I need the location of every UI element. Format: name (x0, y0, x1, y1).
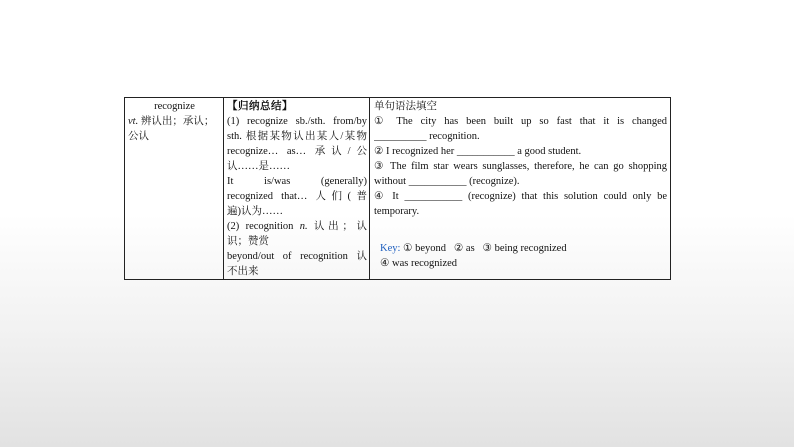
key-label: Key: (380, 243, 401, 254)
summary-item2-line2: 识；赞赏 (227, 236, 269, 247)
summary-line-5: It is/was (generally) (227, 176, 367, 187)
table-row (125, 98, 671, 280)
summary-line-2: sth. 根据某物认出某人/某物 (227, 131, 367, 142)
answer-key-line2: ④ was recognized (380, 258, 458, 269)
spacer (374, 219, 667, 241)
meaning-line-2: 公认 (128, 131, 149, 142)
summary-line-3: recognize… as… 承认/公 (227, 146, 367, 157)
item2-pos: n. (299, 221, 308, 232)
meaning-line-1: 辨认出；承认； (140, 116, 215, 127)
question-3-line1: ③ The film star wears sunglasses, therefore, he can go shopping (374, 161, 667, 172)
question-4-line1: ④ It ___________ (recognize) that this solution could only be (374, 191, 667, 202)
headword-cell (125, 98, 224, 280)
headword-meaning (128, 114, 221, 129)
question-1-line2: __________ recognition. (374, 131, 480, 142)
summary-line-4: 认……是…… (227, 161, 290, 172)
question-2: ② I recognized her ___________ a good student. (374, 146, 582, 157)
exercise-cell (370, 98, 671, 280)
key-answers-1: ① beyond ② as ③ being recognized (403, 243, 567, 254)
headword: recognize (154, 101, 195, 112)
summary-item-2 (227, 219, 367, 234)
summary-phrase-line1: beyond/out of recognition 认 (227, 251, 367, 262)
question-1-line1: ① The city has been built up so fast that it is changed (374, 116, 667, 127)
item2-meaning: 认出；认 (313, 221, 368, 232)
answer-key-line1 (374, 241, 667, 256)
summary-phrase-line2: 不出来 (227, 266, 259, 277)
summary-line-7: 遍)认为…… (227, 206, 283, 217)
question-4-line2: temporary. (374, 206, 420, 217)
summary-heading: 【归纳总结】 (227, 101, 293, 112)
summary-line-1: (1) recognize sb./sth. from/by (227, 116, 367, 127)
part-of-speech: vt. (128, 116, 139, 127)
question-3-line2: without ___________ (recognize). (374, 176, 520, 187)
vocabulary-table (124, 97, 671, 280)
summary-cell (224, 98, 370, 280)
item2-prefix: (2) recognition (227, 221, 294, 232)
exercise-title: 单句语法填空 (374, 101, 437, 112)
summary-line-6: recognized that… 人们(普 (227, 191, 367, 202)
